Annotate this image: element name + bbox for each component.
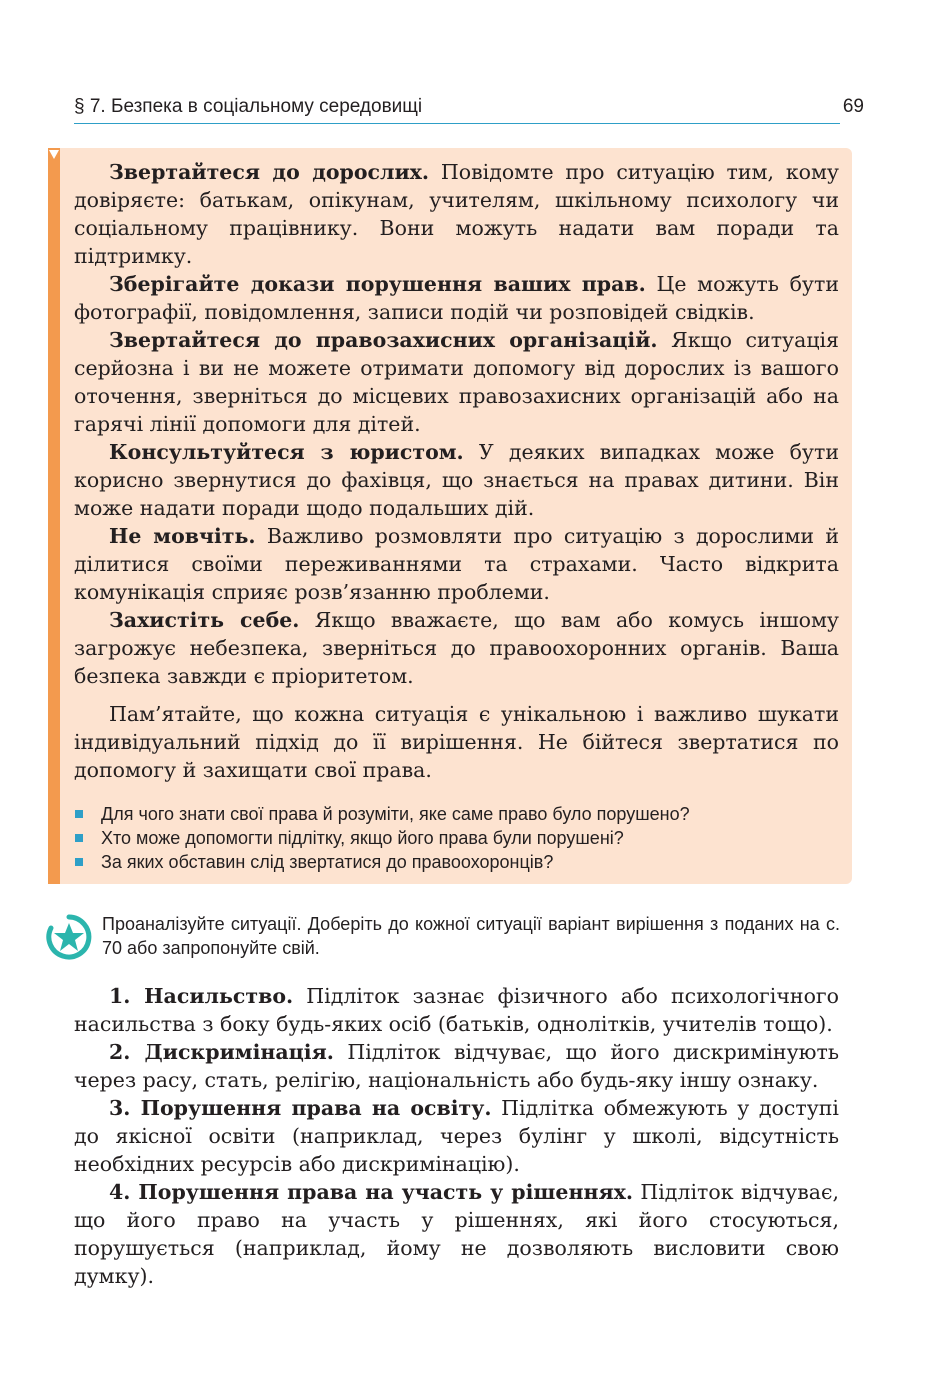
tip-text: Це можуть бути фотографії, повідомлення, записи подій чи розповідей свідків. xyxy=(74,272,839,324)
tip-heading: Не мовчіть. xyxy=(109,524,256,548)
tip-heading: Захистіть себе. xyxy=(109,608,300,632)
situation-text: Підліток відчуває, що його право на участь у рішеннях, які його стосуються, порушується (наприклад, йому не дозволяють висловити свою думку). xyxy=(74,1180,839,1288)
advice-box-notch xyxy=(49,150,59,159)
tip-paragraph xyxy=(74,158,839,270)
tip-paragraph xyxy=(74,326,839,438)
square-bullet-icon xyxy=(75,810,83,818)
situations-list xyxy=(74,982,839,1290)
advice-list xyxy=(74,158,839,784)
situation-heading: 4. Порушення права на участь у рішеннях. xyxy=(109,1180,633,1204)
tip-heading: Консультуйтеся з юристом. xyxy=(109,440,464,464)
tip-paragraph xyxy=(74,438,839,522)
situation-paragraph xyxy=(74,982,839,1038)
tip-paragraph xyxy=(74,522,839,606)
advice-box-bar xyxy=(48,148,60,884)
task-block xyxy=(46,912,840,972)
question-text: Для чого знати свої права й розуміти, яке саме право було порушено? xyxy=(101,804,690,824)
tip-heading: Звертайтеся до дорослих. xyxy=(109,160,430,184)
section-title: § 7. Безпека в соціальному середовищі xyxy=(74,96,423,117)
tip-text: Важливо розмовляти про ситуацію з дорослими й ділитися своїми переживаннями та страхами. Часто відкрита комунікація сприяє розв’язанню проблеми. xyxy=(74,524,839,604)
tip-text: Якщо вважаєте, що вам або комусь іншому загрожує небезпека, зверніться до правоохоронних органів. Ваша безпека завжди є пріоритетом. xyxy=(74,608,839,688)
tip-heading: Зберігайте докази порушення ваших прав. xyxy=(109,272,646,296)
tip-text: Повідомте про ситуацію тим, кому довіряєте: батькам, опікунам, учителям, шкільному психологу чи соціальному працівнику. Вони можуть надати вам поради та підтримку. xyxy=(74,160,839,268)
task-instruction: Проаналізуйте ситуації. Доберіть до кожної ситуації варіант вирішення з поданих на с. 70 або запропонуйте свій. xyxy=(102,914,840,958)
square-bullet-icon xyxy=(75,834,83,842)
review-questions xyxy=(74,802,839,874)
situation-paragraph xyxy=(74,1178,839,1290)
page-number: 69 xyxy=(842,96,864,117)
situation-text: Підліток зазнає фізичного або психологічного насильства з боку будь-яких осіб (батьків, однолітків, учителів тощо). xyxy=(74,984,839,1036)
tip-paragraph xyxy=(74,606,839,690)
page-header xyxy=(74,94,864,124)
situation-text: Підліток відчуває, що його дискримінують через расу, стать, релігію, національність або будь-яку іншу ознаку. xyxy=(74,1040,839,1092)
question-text: За яких обставин слід звертатися до правоохоронців? xyxy=(101,852,554,872)
tip-paragraph xyxy=(74,270,839,326)
question-item xyxy=(74,802,839,826)
square-bullet-icon xyxy=(75,858,83,866)
header-divider xyxy=(74,123,840,124)
question-text: Хто може допомогти підлітку, якщо його права були порушені? xyxy=(101,828,624,848)
situation-text: Підлітка обмежують у доступі до якісної освіти (наприклад, через булінг у школі, відсутність необхідних ресурсів або дискримінацію). xyxy=(74,1096,839,1176)
conclusion-paragraph: Пам’ятайте, що кожна ситуація є унікальною і важливо шукати індивідуальний підхід до її вирішення. Не бійтеся звертатися по допомогу й захищати свої права. xyxy=(74,702,839,782)
tip-text: Якщо ситуація серйозна і ви не можете отримати допомогу від дорослих із вашого оточення, зверніться до місцевих правозахисних організацій або на гарячі лінії допомоги для дітей. xyxy=(74,328,839,436)
question-item xyxy=(74,850,839,874)
situation-paragraph xyxy=(74,1038,839,1094)
situation-heading: 3. Порушення права на освіту. xyxy=(109,1096,492,1120)
situation-heading: 2. Дискримінація. xyxy=(109,1040,334,1064)
star-icon xyxy=(46,914,92,960)
tip-heading: Звертайтеся до правозахисних організацій. xyxy=(109,328,658,352)
situation-heading: 1. Насильство. xyxy=(109,984,294,1008)
tip-text: У деяких випадках може бути корисно звернутися до фахівця, що знається на правах дитини. Він може надати поради щодо подальших дій. xyxy=(74,440,839,520)
question-item xyxy=(74,826,839,850)
situation-paragraph xyxy=(74,1094,839,1178)
